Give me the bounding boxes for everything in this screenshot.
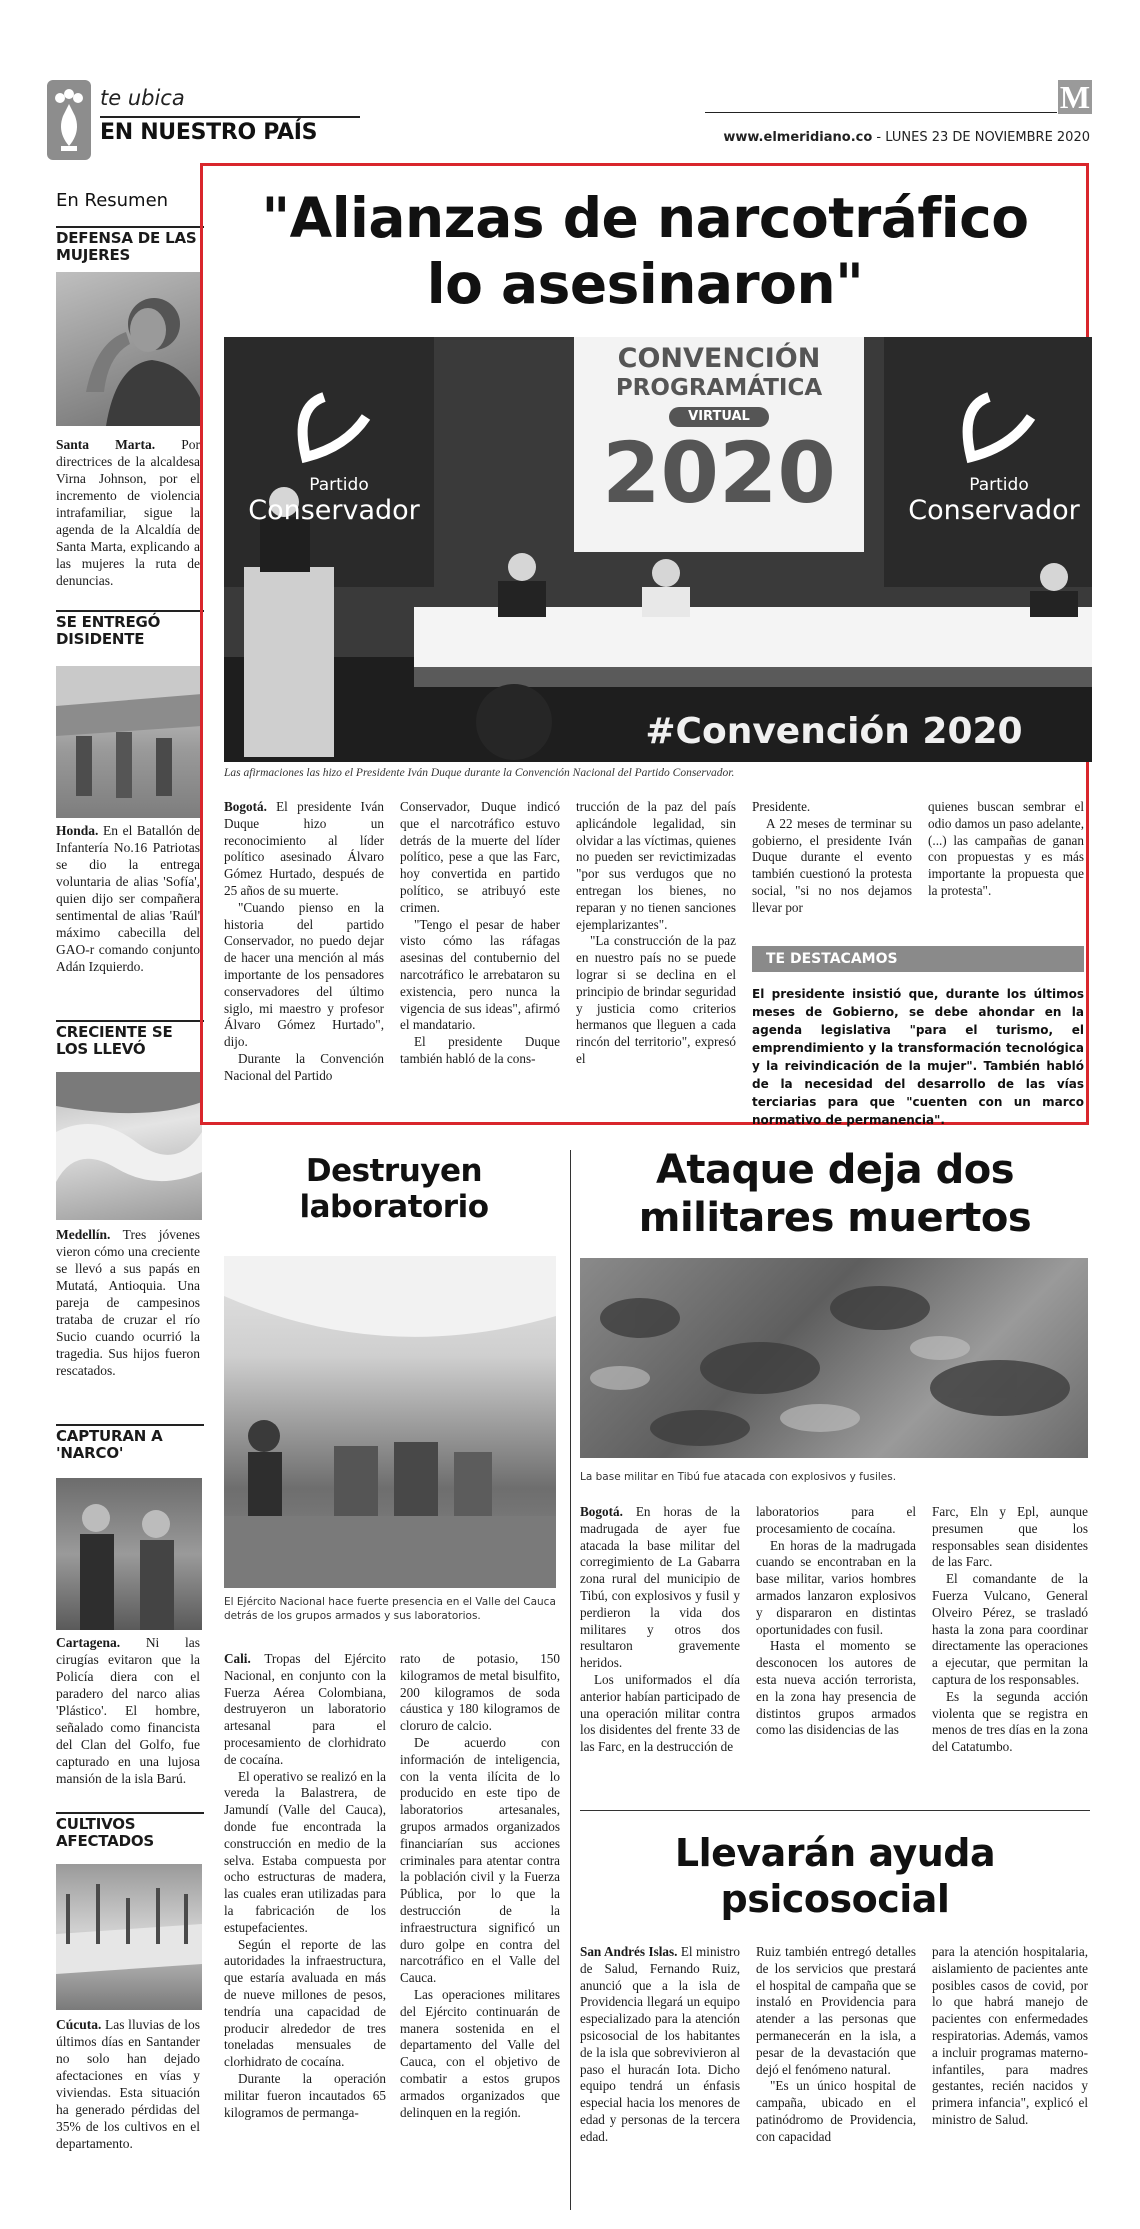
sidebar-photo-crops — [56, 1864, 202, 2010]
sidebar-text-1 — [56, 436, 200, 589]
column-divider — [570, 1150, 571, 2210]
sidebar-body-1: Por directrices de la alcaldesa Virna Johnson, por el incremento de violencia intrafamiliar, sigue la agenda de la Alcaldía de Santa Marta, explicando a las mujeres la ruta de denuncias. — [56, 437, 200, 588]
dateline-separator: - — [872, 130, 886, 145]
sidebar-heading-4: CAPTURAN A 'NARCO' — [56, 1427, 163, 1462]
sidebar-photo-women — [56, 272, 202, 426]
lab-photo-caption: El Ejército Nacional hace fuerte presencia en el Valle del Cauca detrás de los grupos armados y sus laboratorios. — [224, 1596, 556, 1622]
main-headline-line2: lo asesinaron" — [426, 252, 864, 316]
main-col-3 — [576, 799, 736, 1068]
header-rule — [100, 116, 360, 118]
sidebar-body-3: Tres jóvenes vieron cómo una creciente se llevó a sus papás en Mutatá, Antioquia. Una pareja de campesinos trataba de cruzar el río Sucio cuando ocurrió la tragedia. Sus hijos fueron rescatados. — [56, 1227, 200, 1378]
lab-col2-p2: De acuerdo con información de inteligencia, con la venta ilícita de lo producido en este tipo de laboratorios artesanales, grupos armados organizados financiarían sus acciones criminales para atentar contra la población civil y la Fuerza Pública, por lo que la destrucción de la infraestructura significó un duro golpe en contra del narcotráfico en el Valle del Cauca. — [400, 1734, 560, 1986]
lab-dateline: Cali. — [224, 1651, 251, 1666]
main-col1-p2: "Cuando pienso en la historia del partido Conservador, no puedo dejar de hacer una mención al más importante de los pensadores conservadores del último siglo, mi maestro y profesor Álvaro Gómez Hurtado", dijo. — [224, 899, 384, 1050]
main-col-1 — [224, 799, 384, 1085]
psych-col-2 — [756, 1944, 916, 2146]
lab-col2-p3: Las operaciones militares del Ejército continuarán de manera sostenida en el departamento del Valle del Cauca, con el objetivo de combatir a estos grupos armados organizados que delinquen en la región. — [400, 1986, 560, 2120]
party-logo-right-line2: Conservador — [908, 495, 1080, 526]
banner-virtual-tag: VIRTUAL — [669, 407, 769, 427]
attack-col1-p1: En horas de la madrugada de ayer fue atacada la base militar del corregimiento de La Gabarra zona rural del municipio de Tibú, con explosivos y fusil y perdieron la vida dos militares y otros dos resultaron gravemente heridos. — [580, 1504, 740, 1671]
lab-col-2 — [400, 1651, 560, 2121]
attack-col-3 — [932, 1504, 1088, 1756]
photo-hashtag: #Convención 2020 — [645, 711, 1023, 752]
lab-col2-p1: rato de potasio, 150 kilogramos de metal bisulfito, 200 kilogramos de soda cáustica y 180 kilogramos de cloruro de calcio. — [400, 1651, 560, 1734]
sidebar-heading-2: SE ENTREGÓ DISIDENTE — [56, 613, 161, 648]
main-col4-p1: Presidente. — [752, 799, 811, 814]
psych-headline-line1: Llevarán ayuda — [674, 1831, 996, 1875]
sidebar-heading-1: DEFENSA DE LAS MUJERES — [56, 229, 197, 264]
psych-headline-line2: psicosocial — [720, 1877, 950, 1921]
sidebar-rule-2 — [56, 610, 204, 612]
main-col2-p1: Conservador, Duque indicó que el narcotráfico estuvo detrás de la muerte del líder político, pese a que las Farc, hoy convertida en partido político, se atribuyó este crimen. — [400, 799, 560, 915]
main-col1-p1: El presidente Iván Duque hizo un reconocimiento al líder político asesinado Álvaro Gómez Hurtado, después de 25 años de su muerte. — [224, 799, 384, 898]
psych-top-rule — [580, 1810, 1090, 1811]
lab-headline-line1: Destruyen — [305, 1153, 483, 1189]
psych-col2-p1: Ruiz también entregó detalles de los servicios que prestará el hospital de campaña que se instaló en Providencia para atender a las personas que permanecerán en la isla, a pesar de la devastación que dejó el fenómeno natural. — [756, 1944, 916, 2077]
lab-col1-p4: Durante la operación militar fueron incautados 65 kilogramos de permanga- — [224, 2070, 386, 2120]
sidebar-lead-3: Medellín. — [56, 1227, 111, 1242]
sidebar-lead-5: Cúcuta. — [56, 2017, 102, 2032]
attack-col3-p2: El comandante de la Fuerza Vulcano, General Olveiro Pérez, se trasladó hasta la zona para coordinar directamente las operaciones a ejecutar, que permitan la captura de los responsables. — [932, 1571, 1088, 1687]
attack-col3-p1: Farc, Eln y Epl, aunque presumen que los responsables sean disidentes de las Farc. — [932, 1504, 1088, 1570]
main-col-4 — [752, 799, 912, 917]
section-logo-icon — [47, 80, 91, 160]
main-col-5 — [928, 799, 1084, 900]
attack-col2-p1: laboratorios para el procesamiento de cocaína. — [756, 1504, 916, 1536]
sidebar-photo-river — [56, 1072, 202, 1220]
sidebar-lead-4: Cartagena. — [56, 1635, 121, 1650]
brand-logo: M — [1059, 79, 1091, 115]
main-col2-p2: "Tengo el pesar de haber visto cómo las ráfagas asesinas del contubernio del narcotráfico le arrebataron su existencia, pero nunca la vigencia de sus ideas", afirmó el mandatario. — [400, 916, 560, 1033]
lab-col-1 — [224, 1651, 386, 2121]
highlight-label: TE DESTACAMOS — [752, 946, 1084, 972]
date-label: LUNES 23 DE NOVIEMBRE 2020 — [885, 130, 1090, 145]
lab-col1-p1: Tropas del Ejército Nacional, en conjunto con la Fuerza Aérea Colombiana, destruyeron un laboratorio artesanal para el procesamiento de clorhidrato de cocaína. — [224, 1651, 386, 1767]
main-photo-convention — [224, 337, 1092, 762]
psych-col1-p1: El ministro de Salud, Fernando Ruiz, anunció que a la isla de Providencia llegará un equipo especializado para la atención psicosocial de los habitantes de la isla que sobrevivieron al paso el huracán Iota. Dicho equipo tendrá un énfasis especial hacia los menores de edad y personas de la tercera edad. — [580, 1944, 741, 2144]
lab-headline-line2: laboratorio — [299, 1189, 489, 1225]
sidebar-photo-narco — [56, 1478, 202, 1630]
sidebar-text-4 — [56, 1634, 200, 1787]
main-col-2 — [400, 799, 560, 1068]
attack-photo — [580, 1258, 1088, 1458]
website-link[interactable]: www.elmeridiano.co — [723, 130, 873, 145]
attack-col2-p2: En horas de la madrugada cuando se encontraban en la base militar, varios hombres armados lanzaron explosivos y dispararon en distintas oportunidades con fusil. — [756, 1537, 916, 1637]
psych-col-3 — [932, 1944, 1088, 2129]
main-col3-p1: trucción de la paz del país aplicándole legalidad, sin olvidar a las víctimas, quienes no pueden ser revictimizadas "por sus verdugos que no entregan los bienes, no reparan y no tienen sanciones ejemplarizantes". — [576, 799, 736, 932]
main-col5-p1: quienes buscan sembrar el odio damos un paso adelante, (...) las campañas de ganan con propuestas y es más importante la propuesta que la protesta". — [928, 799, 1084, 898]
dateline — [690, 130, 1090, 145]
sidebar-text-3 — [56, 1226, 200, 1379]
attack-col2-p3: Hasta el momento se desconocen los autores de esta nueva acción terrorista, en la zona hay presencia de distintos grupos armados como las disidencias de las — [756, 1638, 916, 1738]
attack-dateline: Bogotá. — [580, 1504, 623, 1519]
sidebar-body-5: Las lluvias de los últimos días en Santander no solo han dejado afectaciones en vías y viviendas. Esta situación ha generado pérdidas del 35% de los cultivos en el departamento. — [56, 2017, 200, 2151]
sidebar-rule-3 — [56, 1020, 204, 1022]
sidebar-heading-3: CRECIENTE SE LOS LLEVÓ — [56, 1023, 173, 1058]
attack-col-1 — [580, 1504, 740, 1756]
attack-col1-p2: Los uniformados el día anterior habían participado de una operación militar contra los disidentes del frente 33 de las Farc, en la destrucción de — [580, 1671, 740, 1755]
party-logo-right-line1: Partido — [969, 475, 1029, 495]
lab-col1-p2: El operativo se realizó en la vereda la Balastrera, de Jamundí (Valle del Cauca), donde fue encontrada la construcción en medio de la selva. Estaba compuesta por ocho estructuras de madera, las cuales eran utilizadas para la fabricación de los estupefacientes. — [224, 1768, 386, 1935]
sidebar-rule-1 — [56, 226, 204, 228]
sidebar-lead-1: Santa Marta. — [56, 437, 156, 452]
section-small-label: te ubica — [100, 86, 185, 110]
sidebar-photo-dissident — [56, 666, 202, 818]
banner-title-line1: CONVENCIÓN — [617, 343, 821, 374]
sidebar-body-4: Ni las cirugías evitaron que la Policía diera con el paradero del narco alias 'Plástico'. El hombre, señalado como financista del Clan del Golfo, fue capturado en una lujosa mansión de la isla Barú. — [56, 1635, 200, 1786]
main-headline-line1: "Alianzas de narcotráfico — [261, 186, 1029, 250]
top-right-rule — [705, 112, 1057, 113]
main-dateline: Bogotá. — [224, 799, 267, 814]
sidebar-heading-5: CULTIVOS AFECTADOS — [56, 1815, 154, 1850]
sidebar-rule-5 — [56, 1812, 204, 1814]
sidebar-title: En Resumen — [56, 190, 169, 211]
sidebar-text-2 — [56, 822, 200, 975]
lab-photo — [224, 1256, 556, 1588]
banner-year: 2020 — [602, 424, 836, 522]
sidebar-rule-4 — [56, 1424, 204, 1426]
party-logo-left-line2: Conservador — [248, 495, 420, 526]
attack-headline-line1: Ataque deja dos — [655, 1147, 1015, 1193]
sidebar-text-5 — [56, 2016, 200, 2152]
section-big-label: EN NUESTRO PAÍS — [100, 120, 318, 145]
psych-col-1 — [580, 1944, 740, 2146]
attack-headline-line2: militares muertos — [638, 1195, 1032, 1241]
attack-col-2 — [756, 1504, 916, 1739]
sidebar-body-2: En el Batallón de Infantería No.16 Patriotas se dio la entrega voluntaria de alias 'Sofía', quien dijo ser compañera sentimental de alias 'Raúl' máximo cabecilla del GAO-r comando conjunto Adán Izquierdo. — [56, 823, 200, 974]
attack-col3-p3: Es la segunda acción violenta que se registra en menos de tres días en la zona del Catatumbo. — [932, 1688, 1088, 1755]
main-col3-p2: "La construcción de la paz en nuestro país no se puede lograr si se declina en el principio de brindar seguridad y justicia como criterios hermanos que lleguen a cada rincón del territorio", expresó el — [576, 933, 736, 1066]
psych-col2-p2: "Es un único hospital de campaña, ubicado en el patinódromo de Providencia, con capacidad — [756, 2078, 916, 2144]
main-col4-p2: A 22 meses de terminar su gobierno, el presidente Iván Duque durante el evento también cuestionó la protesta social, "si no nos dejamos llevar por — [752, 815, 912, 915]
main-photo-caption: Las afirmaciones las hizo el Presidente Iván Duque durante la Convención Nacional del Partido Conservador. — [224, 767, 735, 779]
highlight-text: El presidente insistió que, durante los últimos meses de Gobierno, se debe ahondar en la agenda legislativa "para el turismo, el emprendimiento y la transformación tecnológica y la reivindicación de la mujer". También habló de la necesidad del desarrollo de las vías terciarias para que "cuenten con un marco normativo de permanencia". — [752, 987, 1084, 1127]
lab-col1-p3: Según el reporte de las autoridades la infraestructura, que estaría avaluada en más de nueve millones de pesos, tendría una capacidad de producir alrededor de tres toneladas mensuales de clorhidrato de cocaína. — [224, 1936, 386, 2070]
psych-col3-p1: para la atención hospitalaria, aislamiento de pacientes ante posibles casos de covid, por lo que habrá manejo de pacientes con enfermedades respiratorias. Además, vamos a incluir programas materno-infantiles, para madres gestantes, recién nacidos y primera infancia", explicó el ministro de Salud. — [932, 1944, 1088, 2127]
main-col2-p3: El presidente Duque también habló de la cons- — [400, 1034, 560, 1066]
banner-title-line2: PROGRAMÁTICA — [615, 375, 823, 401]
psych-dateline: San Andrés Islas. — [580, 1944, 678, 1959]
attack-photo-caption: La base militar en Tibú fue atacada con explosivos y fusiles. — [580, 1471, 897, 1483]
sidebar-lead-2: Honda. — [56, 823, 99, 838]
party-logo-left-line1: Partido — [309, 475, 369, 495]
main-col1-p3: Durante la Convención Nacional del Partido — [224, 1050, 384, 1083]
